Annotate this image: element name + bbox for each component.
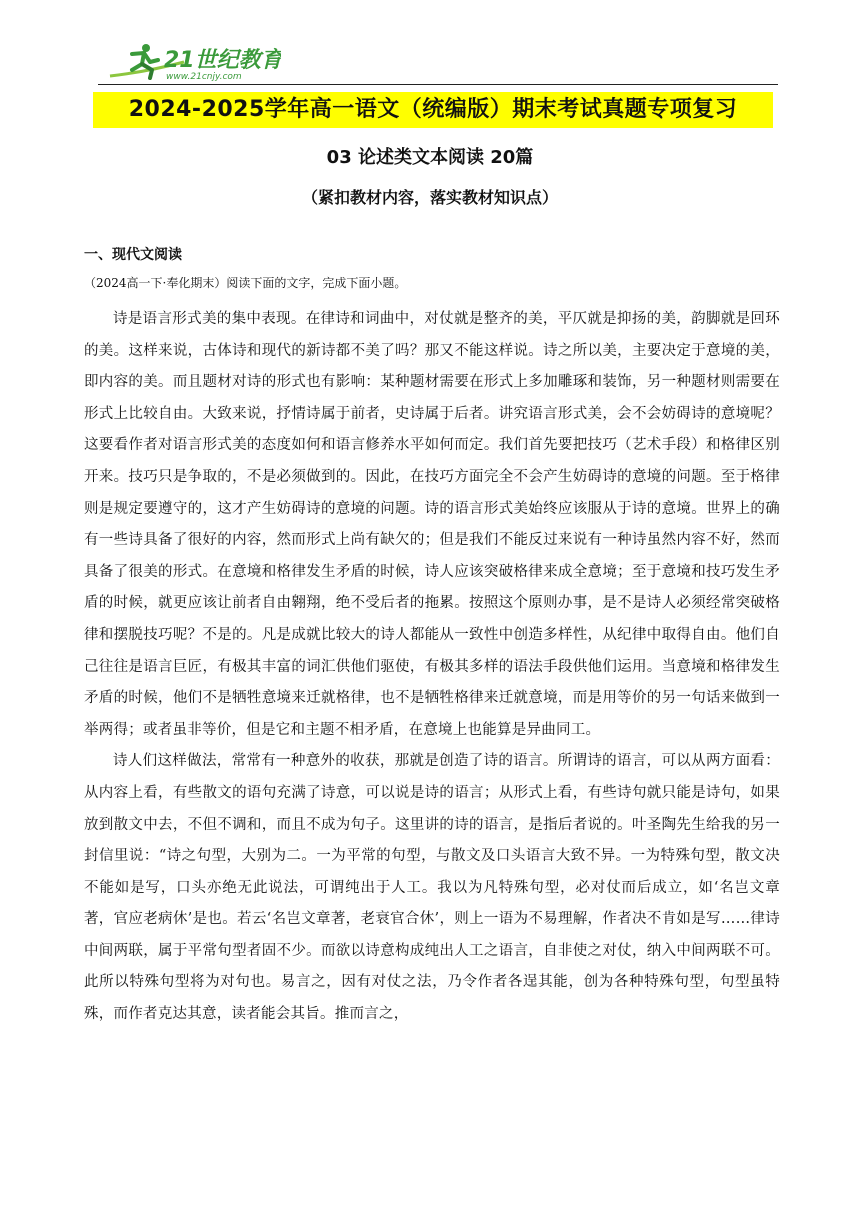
logo xyxy=(106,40,281,84)
document-subtitle-note: （紧扣教材内容，落实教材知识点） xyxy=(301,188,558,207)
passage-paragraph: 诗是语言形式美的集中表现。在律诗和词曲中，对仗就是整齐的美，平仄就是抑扬的美，韵脚就是回环的美。这样来说，古体诗和现代的新诗都不美了吗？那又不能这样说。诗之所以美，主要决定于意境的美，即内容的美。而且题材对诗的形式也有影响：某种题材需要在形式上多加雕琢和装饰，另一种题材则需要在形式上比较自由。大致来说，抒情诗属于前者，史诗属于后者。讲究语言形式美，会不会妨碍诗的意境呢？这要看作者对语言形式美的态度如何和语言修养水平如何而定。我们首先要把技巧（艺术手段）和格律区别开来。技巧只是争取的，不是必须做到的。因此，在技巧方面完全不会产生妨碍诗的意境的问题。至于格律则是规定要遵守的，这才产生妨碍诗的意境的问题。诗的语言形式美始终应该服从于诗的意境。世界上的确有一些诗具备了很好的内容，然而形式上尚有缺欠的；但是我们不能反过来说有一种诗虽然内容不好，然而具备了很美的形式。在意境和格律发生矛盾的时候，诗人应该突破格律来成全意境；至于意境和技巧发生矛盾的时候，就更应该让前者自由翱翔，绝不受后者的拖累。按照这个原则办事，是不是诗人必须经常突破格律和摆脱技巧呢？不是的。凡是成就比较大的诗人都能从一致性中创造多样性，从纪律中取得自由。他们自己往往是语言巨匠，有极其丰富的词汇供他们驱使，有极其多样的语法手段供他们运用。当意境和格律发生矛盾的时候，他们不是牺牲意境来迁就格律，也不是牺牲格律来迁就意境，而是用等价的另一句话来做到一举两得；或者虽非等价，但是它和主题不相矛盾，在意境上也能算是异曲同工。 xyxy=(84,311,780,738)
svg-text:21世纪教育: 21世纪教育 xyxy=(164,48,281,73)
question-source: （2024高一下·奉化期末）阅读下面的文字，完成下面小题。 xyxy=(84,276,407,290)
runner-logo-icon xyxy=(106,40,281,84)
document-title: 2024-2025学年高一语文（统编版）期末考试真题专项复习 xyxy=(93,92,773,128)
section-heading: 一、现代文阅读 xyxy=(84,247,182,263)
header-divider xyxy=(98,84,778,85)
svg-text:www.21cnjy.com: www.21cnjy.com xyxy=(166,72,242,82)
document-subtitle: 03 论述类文本阅读 20篇 xyxy=(326,147,534,168)
page-header xyxy=(98,40,778,86)
passage-paragraph: 诗人们这样做法，常常有一种意外的收获，那就是创造了诗的语言。所谓诗的语言，可以从两方面看：从内容上看，有些散文的语句充满了诗意，可以说是诗的语言；从形式上看，有些诗句就只能是诗句，如果放到散文中去，不但不调和，而且不成为句子。这里讲的诗的语言，是指后者说的。叶圣陶先生给我的另一封信里说：“诗之句型，大别为二。一为平常的句型，与散文及口头语言大致不异。一为特殊句型，散文决不能如是写，口头亦绝无此说法，可谓纯出于人工。我以为凡特殊句型，必对仗而后成立，如‘名岂文章著，官应老病休’是也。若云‘名岂文章著，老衰官合休’，则上一语为不易理解，作者决不肯如是写……律诗中间两联，属于平常句型者固不少。而欲以诗意构成纯出人工之语言，自非使之对仗，纳入中间两联不可。此所以特殊句型将为对句也。易言之，因有对仗之法，乃令作者各逞其能，创为各种特殊句型，句型虽特殊，而作者克达其意，读者能会其旨。推而言之， xyxy=(84,753,780,1023)
reading-passage xyxy=(84,304,780,1031)
